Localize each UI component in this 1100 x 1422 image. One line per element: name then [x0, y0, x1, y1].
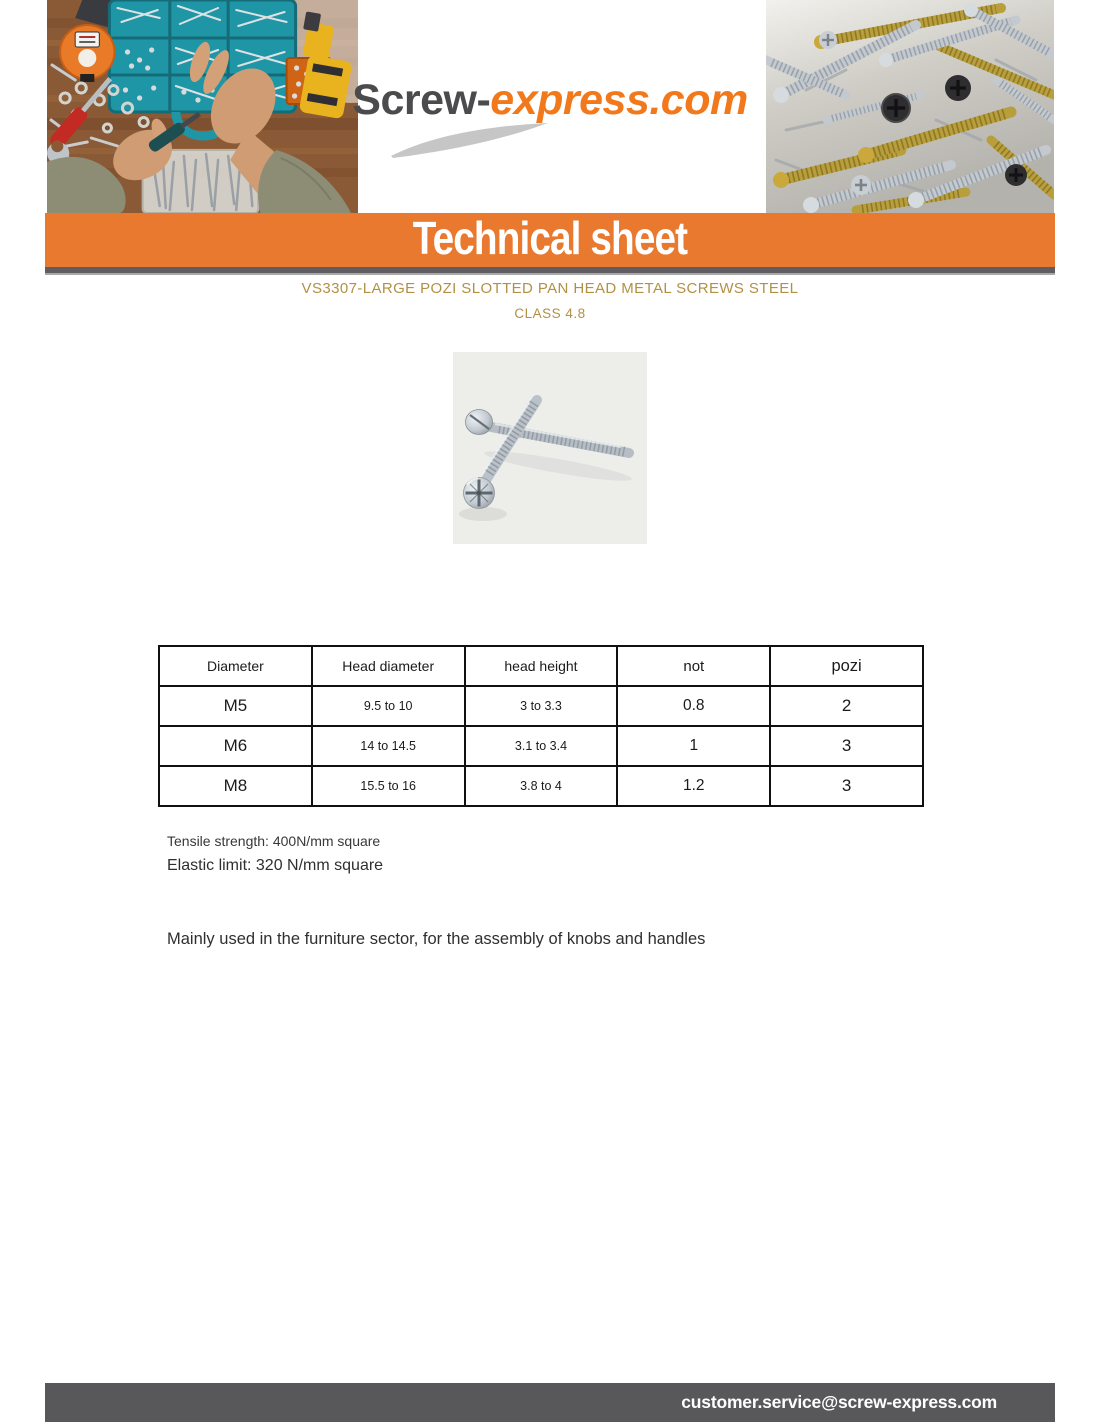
- spec-cell: 14 to 14.5: [312, 726, 465, 766]
- spec-row-m5: [159, 686, 923, 726]
- spec-cell: M8: [159, 766, 312, 806]
- spec-cell: 2: [770, 686, 923, 726]
- spec-cell: 1: [617, 726, 770, 766]
- spec-header-head-height: head height: [465, 646, 618, 686]
- banner-title: Technical sheet: [412, 212, 688, 265]
- spec-table: [158, 645, 924, 807]
- spec-header-row: [159, 646, 923, 686]
- spec-cell: 3 to 3.3: [465, 686, 618, 726]
- technical-sheet-banner: [45, 213, 1055, 267]
- spec-header-not: not: [617, 646, 770, 686]
- spec-cell: 3: [770, 726, 923, 766]
- banner-underline: [45, 267, 1055, 275]
- usage-note: Mainly used in the furniture sector, for the assembly of knobs and handles: [167, 930, 706, 948]
- spec-cell: 0.8: [617, 686, 770, 726]
- elastic-limit-note: Elastic limit: 320 N/mm square: [167, 857, 384, 874]
- spec-cell: 1.2: [617, 766, 770, 806]
- product-photo: [453, 352, 647, 544]
- spec-cell: 9.5 to 10: [312, 686, 465, 726]
- spec-row-m8: [159, 766, 923, 806]
- footer-bar: [45, 1383, 1055, 1422]
- spec-header-head-diameter: Head diameter: [312, 646, 465, 686]
- spec-cell: 3: [770, 766, 923, 806]
- footer-email: customer.service@screw-express.com: [681, 1392, 997, 1412]
- spec-cell: 3.8 to 4: [465, 766, 618, 806]
- logo-swoosh-icon: [388, 121, 553, 159]
- spec-header-pozi: pozi: [770, 646, 923, 686]
- class-label: CLASS 4.8: [514, 306, 586, 321]
- spec-cell: M6: [159, 726, 312, 766]
- spec-cell: 3.1 to 3.4: [465, 726, 618, 766]
- tensile-strength-note: Tensile strength: 400N/mm square: [167, 833, 381, 849]
- screw-pile-photo: [766, 0, 1054, 213]
- product-title: VS3307-LARGE POZI SLOTTED PAN HEAD METAL SCREWS STEEL: [301, 280, 799, 297]
- spec-row-m6: [159, 726, 923, 766]
- spec-cell: 15.5 to 16: [312, 766, 465, 806]
- logo-text-suffix: express.com: [490, 76, 748, 124]
- spec-header-diameter: Diameter: [159, 646, 312, 686]
- logo-text-prefix: Screw-: [352, 76, 491, 124]
- spec-cell: M5: [159, 686, 312, 726]
